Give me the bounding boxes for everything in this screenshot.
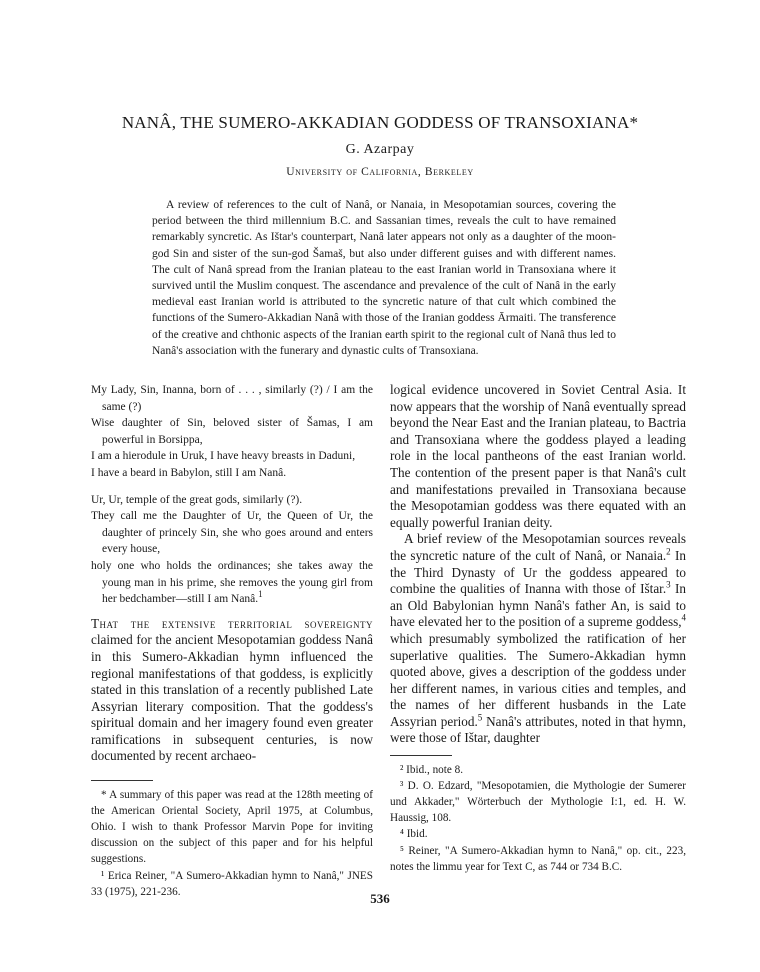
body-paragraph-right-1: logical evidence uncovered in Soviet Central Asia. It now appears that the worship of Nanâ eventually spread beyond the Near East and the Iranian plateau, to Bactria and Transoxiana where the goddess played a leading role in the local pantheons of the east Iranian world. The contention of the present paper is that Nanâ's cult and manifestations prevailed in Transoxiana because the Mesopotamian goddess was there equated with an equally powerful Iranian deity. (390, 382, 686, 530)
paragraph-text: which presumably symbolized the ratification of her superlative qualities. The Sumero-Akkadian hymn quoted above, gives a description of the goddess under her different names, in various cities and temples, and the names of her different husbands in the Late Assyrian period. (390, 630, 686, 729)
footnote-divider (91, 780, 153, 781)
right-column (390, 382, 686, 875)
footnote: ³ D. O. Edzard, "Mesopotamien, die Mythologie der Sumerer und Akkader," Wörterbuch der Mythologie I:1, ed. H. W. Haussig, 108. (390, 780, 686, 825)
page-number: 536 (370, 891, 390, 906)
article-title: NANÂ, THE SUMERO-AKKADIAN GODDESS OF TRANSOXIANA* (121, 113, 639, 132)
hymn-line: My Lady, Sin, Inanna, born of . . . , similarly (?) / I am the same (?) (91, 384, 373, 413)
hymn-line: They call me the Daughter of Ur, the Queen of Ur, the daughter of princely Sin, she who goes around and enters every house, (91, 510, 373, 556)
footnote-ref-4[interactable]: 4 (681, 612, 687, 623)
paragraph-text: Nanâ's attributes, noted in that hymn, were those of Ištar, daughter (390, 713, 686, 746)
footnote: ⁵ Reiner, "A Sumero-Akkadian hymn to Nanâ," op. cit., 223, notes the limmu year for Text C, as 744 or 734 B.C. (390, 844, 686, 873)
footnote: ² Ibid., note 8. (400, 764, 464, 777)
author-affiliation: University of California, Berkeley (286, 166, 474, 178)
footnote: * A summary of this paper was read at the 128th meeting of the American Oriental Society, April 1975, at Columbus, Ohio. I wish to thank Professor Marvin Pope for inviting discussion on the subject of this paper and for his helpful suggestions. (91, 789, 373, 866)
footnote: ¹ Erica Reiner, "A Sumero-Akkadian hymn to Nanâ," JNES 33 (1975), 221-236. (91, 869, 373, 898)
hymn-stanza-1 (91, 382, 373, 482)
abstract: A review of references to the cult of Nanâ, or Nanaia, in Mesopotamian sources, covering the period between the third millennium B.C. and Sassanian times, reveals the cult to have remained remarkably syncretic. As Ištar's counterpart, Nanâ later appears not only as a daughter of the moon-god Sin and sister of the sun-god Šamaš, but also under different guises and with different names. The cult of Nanâ spread from the Iranian plateau to the east Iranian world in Transoxiana where it survived until the Muslim conquest. The ascendance and prevalence of the cult of Nanâ in the early medieval east Iranian world is attributed to the syncretic nature of that cult which combined the functions of the Sumero-Akkadian Nanâ with those of the Iranian goddess Ārmaiti. The transference of the creative and chthonic aspects of the Iranian earth spirit to the regional cult of Nanâ thus led to Nanâ's association with the funerary and dynastic cults of Transoxiana. (152, 199, 616, 357)
hymn-line-last (91, 558, 373, 608)
footnote-ref-5[interactable]: 5 (477, 712, 483, 723)
footnote-ref-3[interactable]: 3 (666, 579, 671, 590)
footnotes-left (91, 787, 373, 900)
paragraph-text: In an Old Babylonian hymn Nanâ's father An, is said to have elevated her to the position of a supreme goddess, (390, 581, 686, 630)
footnote-divider (390, 755, 452, 756)
hymn-line-text: holy one who holds the ordinances; she takes away the young man in his prime, she removes the young girl from her bedchamber—still I am Nanâ. (91, 559, 373, 606)
footnote-ref-1[interactable]: 1 (258, 589, 263, 600)
hymn-line: I am a hierodule in Uruk, I have heavy breasts in Daduni, (91, 450, 356, 463)
paragraph-lead: That the extensive territorial sovereignty (91, 615, 373, 631)
hymn-stanza-2 (91, 492, 373, 608)
body-paragraph-left (91, 616, 373, 765)
hymn-line: Wise daughter of Sin, beloved sister of Šamas, I am powerful in Borsippa, (91, 417, 373, 446)
hymn-line: Ur, Ur, temple of the great gods, similarly (?). (91, 493, 303, 506)
footnote-ref-2[interactable]: 2 (666, 546, 671, 557)
paragraph-text: In the Third Dynasty of Ur the goddess appeared to combine the qualities of Inanna with those of Ištar. (390, 547, 686, 597)
body-paragraph-right-2 (390, 531, 686, 747)
left-column (91, 382, 373, 900)
footnote: ⁴ Ibid. (400, 828, 428, 841)
footnotes-right (390, 762, 686, 875)
hymn-line: I have a beard in Babylon, still I am Nanâ. (91, 466, 287, 479)
paragraph-text: A brief review of the Mesopotamian sources reveals the syncretic nature of the cult of Nanâ, or Nanaia. (390, 531, 686, 563)
paragraph-text: claimed for the ancient Mesopotamian goddess Nanâ in this Sumero-Akkadian hymn influenced the regional manifestations of that goddess, is explicitly stated in this translation of a recently published Late Assyrian literary composition. That the goddess's spiritual domain and her imagery found even greater ramifications in subsequent centuries, is now documented by recent archaeo- (91, 632, 373, 764)
author-name: G. Azarpay (345, 142, 415, 157)
